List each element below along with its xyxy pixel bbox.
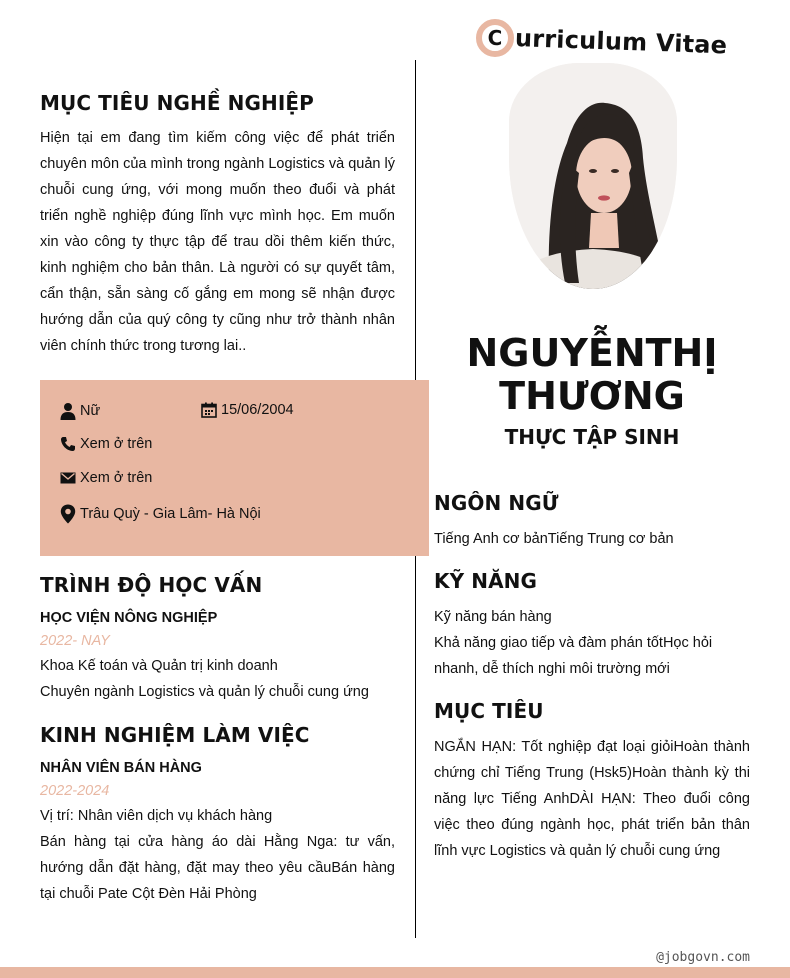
goals-text: NGẮN HẠN: Tốt nghiệp đạt loại giỏiHoàn thành chứng chỉ Tiếng Trung (Hsk5)Hoàn thành kỳ thi năng lực Tiếng AnhDÀI HẠN: Theo đuổi công việc theo đúng ngành học, phát triển bản thân lĩnh vực Logistics và quản lý chuỗi cung ứng	[434, 739, 750, 859]
skills-line1: Kỹ năng bán hàng	[434, 609, 552, 625]
full-name-line2: THƯƠNG	[499, 374, 685, 418]
languages-text: Tiếng Anh cơ bảnTiếng Trung cơ bản	[434, 531, 674, 547]
cv-logo	[476, 18, 727, 58]
job-role: THỰC TẬP SINH	[504, 425, 680, 449]
user-icon	[60, 402, 76, 420]
address-value: Trâu Quỳ - Gia Lâm- Hà Nội	[80, 506, 261, 522]
phone-value: Xem ở trên	[80, 436, 153, 452]
profile-photo	[509, 63, 677, 289]
education-major: Chuyên ngành Logistics và quản lý chuỗi cung ứng	[40, 684, 369, 700]
education-period: 2022- NAY	[40, 633, 110, 649]
gender-value: Nữ	[80, 403, 101, 419]
birthday-item	[201, 402, 294, 418]
phone-icon	[60, 436, 76, 452]
gender-item	[60, 402, 100, 420]
goals-title: MỤC TIÊU	[434, 699, 544, 723]
job-position: Vị trí: Nhân viên dịch vụ khách hàng	[40, 808, 273, 824]
logo-initial: C	[476, 19, 514, 57]
address-item	[60, 504, 261, 524]
email-item	[60, 470, 152, 486]
watermark-text: @jobgovn.com	[656, 950, 750, 965]
experience-period: 2022-2024	[40, 783, 110, 799]
education-title: TRÌNH ĐỘ HỌC VẤN	[40, 573, 263, 597]
location-icon	[60, 504, 76, 524]
languages-title: NGÔN NGỮ	[434, 491, 559, 515]
logo-text: urriculum Vitae	[514, 24, 728, 60]
email-value: Xem ở trên	[80, 470, 153, 486]
email-icon	[60, 471, 76, 485]
skills-title: KỸ NĂNG	[434, 569, 538, 593]
career-objective-text: Hiện tại em đang tìm kiếm công việc để phát triển chuyên môn của mình trong ngành Logistics và quản lý chuỗi cung ứng, với mong muốn theo đuổi và phát triển nghề nghiệp đúng lĩnh vực mình học. Em muốn xin vào công ty thực tập để trau dồi thêm kiến thức, kinh nghiệm cho bản thân. Là người có sự quyết tâm, cẩn thận, sẵn sàng cố gắng em mong sẽ nhận được hướng dẫn của quý công ty cũng như trở thành nhân viên chính thức trong tương lai..	[40, 130, 395, 354]
career-objective-title: MỤC TIÊU NGHỀ NGHIỆP	[40, 91, 314, 115]
job-description: Bán hàng tại cửa hàng áo dài Hằng Nga: tư vấn, hướng dẫn đặt hàng, đặt may theo yêu cầuBán hàng tại chuỗi Pate Cột Đèn Hải Phòng	[40, 834, 395, 902]
experience-title: KINH NGHIỆM LÀM VIỆC	[40, 723, 310, 747]
phone-item	[60, 436, 152, 452]
portrait-image	[509, 63, 677, 289]
contact-info-box	[40, 380, 429, 556]
footer-bar	[0, 967, 790, 978]
school-name: HỌC VIỆN NÔNG NGHIỆP	[40, 610, 218, 626]
calendar-icon	[201, 402, 217, 418]
skills-line2: Khả năng giao tiếp và đàm phán tốtHọc hỏi nhanh, dễ thích nghi môi trường mới	[434, 635, 713, 677]
job-title: NHÂN VIÊN BÁN HÀNG	[40, 760, 202, 776]
education-faculty: Khoa Kế toán và Quản trị kinh doanh	[40, 658, 278, 674]
full-name-line1: NGUYỄNTHỊ	[466, 331, 718, 375]
birthday-value: 15/06/2004	[221, 402, 294, 418]
